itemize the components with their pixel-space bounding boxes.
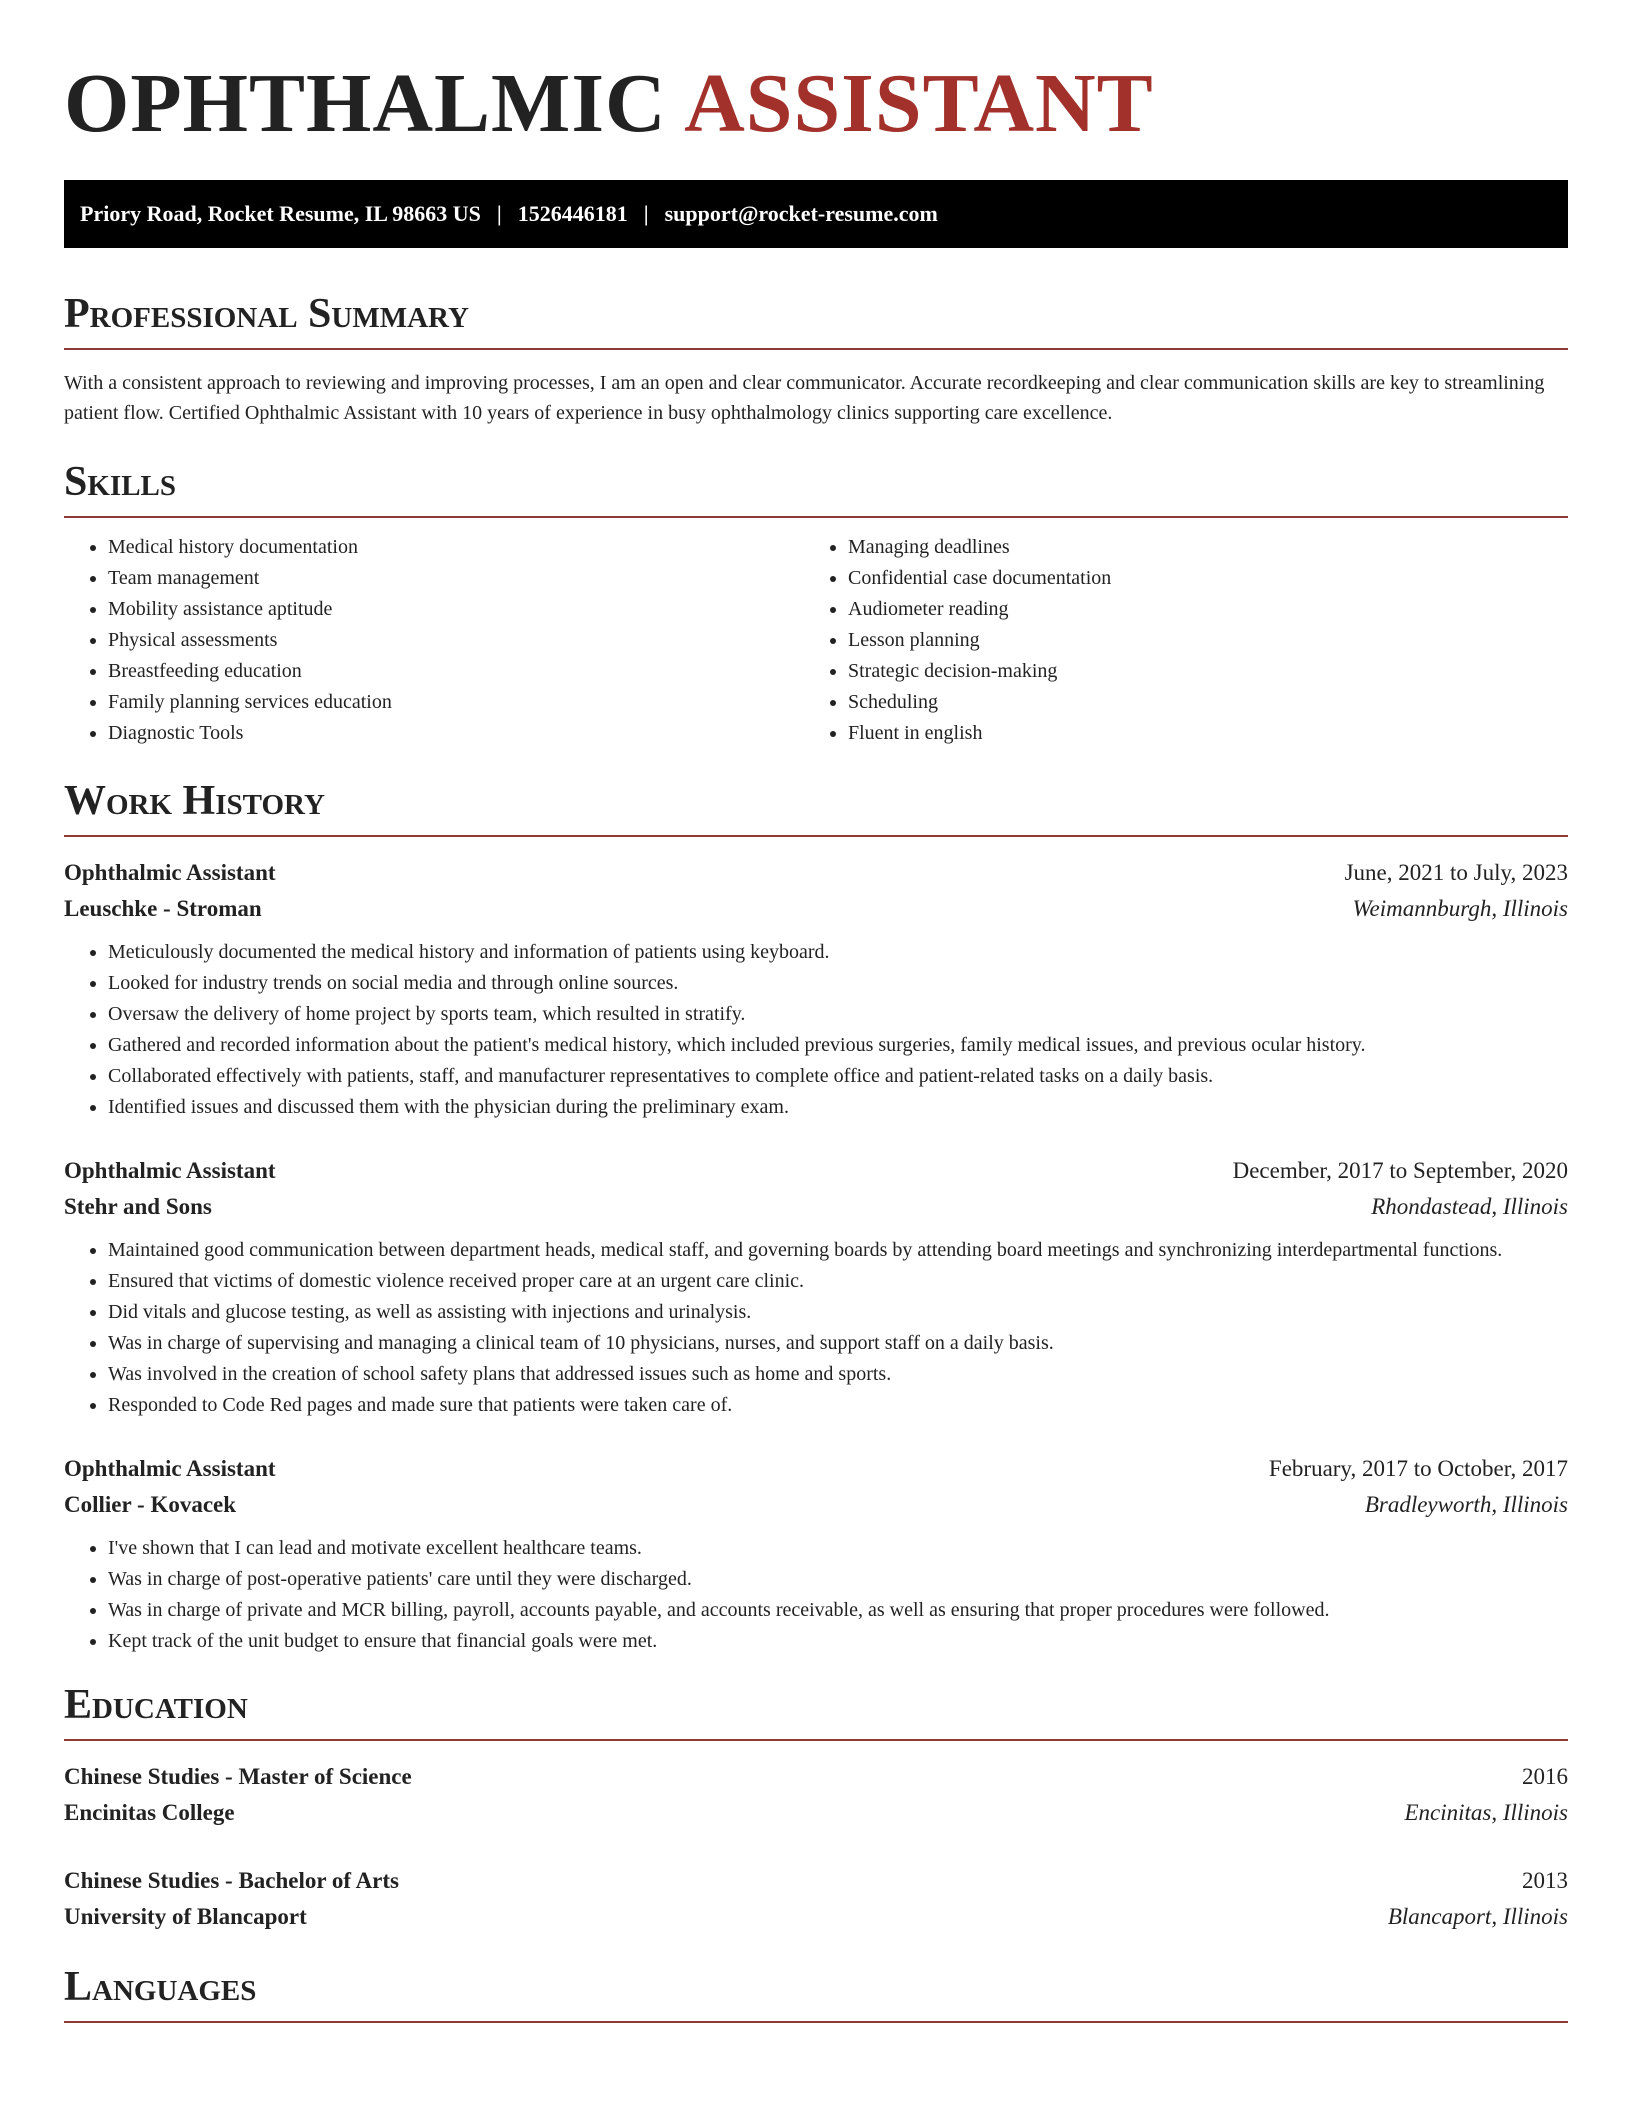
job-role: Ophthalmic Assistant: [64, 1456, 276, 1481]
job-bullet: • Meticulously documented the medical history and information of patients using keyboard.: [108, 937, 1568, 968]
contact-phone: 1526446181: [517, 201, 628, 226]
job-entry: [64, 1451, 1568, 1657]
skills-list-left: [64, 532, 804, 749]
job-dates: June, 2021 to July, 2023: [1344, 860, 1568, 885]
education-school-row: [64, 1795, 1568, 1831]
education-entry: [64, 1759, 1568, 1831]
section-title-summary: Professional Summary: [64, 291, 469, 337]
skill-item: • Physical assessments: [108, 625, 804, 656]
job-bullet: • Maintained good communication between department heads, medical staff, and governing boards by attending board meetings and synchronizing interdepartmental functions.: [108, 1235, 1568, 1266]
section-divider: [64, 1739, 1568, 1741]
work-history-section: [64, 775, 1568, 1657]
section-divider: [64, 348, 1568, 350]
education-school-row: [64, 1899, 1568, 1935]
summary-text: With a consistent approach to reviewing and improving processes, I am an open and clear communicator. Accurate recordkeeping and clear communication skills are key to streamlining patient flow. Certified Ophthalmic Assistant with 10 years of experience in busy ophthalmology clinics supporting care excellence.: [64, 372, 1545, 424]
education-year: 2013: [1522, 1868, 1568, 1893]
skill-item: • Breastfeeding education: [108, 656, 804, 687]
job-entry: [64, 1153, 1568, 1421]
job-role: Ophthalmic Assistant: [64, 1158, 276, 1183]
education-section: [64, 1679, 1568, 1935]
contact-address: Priory Road, Rocket Resume, IL 98663 US: [80, 201, 481, 226]
skill-item: • Mobility assistance aptitude: [108, 594, 804, 625]
skill-item: • Confidential case documentation: [848, 563, 1544, 594]
section-title-education: Education: [64, 1682, 248, 1728]
contact-separator: |: [496, 201, 502, 226]
job-company-row: [64, 1189, 1568, 1225]
job-bullet: • Was in charge of post-operative patients' care until they were discharged.: [108, 1564, 1568, 1595]
job-company-row: [64, 891, 1568, 927]
job-location: Bradleyworth, Illinois: [1364, 1492, 1568, 1517]
skill-item: • Managing deadlines: [848, 532, 1544, 563]
job-bullet: • Identified issues and discussed them with the physician during the preliminary exam.: [108, 1092, 1568, 1123]
skill-item: • Team management: [108, 563, 804, 594]
job-company: Leuschke - Stroman: [64, 896, 262, 921]
job-header-row: [64, 855, 1568, 891]
job-company-row: [64, 1487, 1568, 1523]
contact-bar: [64, 180, 1568, 248]
section-divider: [64, 835, 1568, 837]
education-entry: [64, 1863, 1568, 1935]
education-school: Encinitas College: [64, 1800, 235, 1825]
name-last: ASSISTANT: [684, 57, 1154, 150]
job-bullets: [64, 937, 1568, 1123]
job-location: Weimannburgh, Illinois: [1352, 896, 1568, 921]
education-location: Encinitas, Illinois: [1404, 1800, 1568, 1825]
skill-item: • Diagnostic Tools: [108, 718, 804, 749]
contact-separator: |: [643, 201, 649, 226]
job-bullet: • I've shown that I can lead and motivate excellent healthcare teams.: [108, 1533, 1568, 1564]
education-school: University of Blancaport: [64, 1904, 307, 1929]
job-header-row: [64, 1153, 1568, 1189]
section-title-skills: Skills: [64, 459, 177, 505]
skills-grid: [64, 532, 1568, 749]
job-location: Rhondastead, Illinois: [1371, 1194, 1568, 1219]
education-degree-row: [64, 1863, 1568, 1899]
skill-item: • Family planning services education: [108, 687, 804, 718]
job-bullet: • Oversaw the delivery of home project by sports team, which resulted in stratify.: [108, 999, 1568, 1030]
job-bullets: [64, 1533, 1568, 1657]
job-bullet: • Responded to Code Red pages and made sure that patients were taken care of.: [108, 1390, 1568, 1421]
education-degree-row: [64, 1759, 1568, 1795]
job-company: Stehr and Sons: [64, 1194, 212, 1219]
section-title-work-history: Work History: [64, 778, 325, 824]
job-dates: February, 2017 to October, 2017: [1268, 1456, 1568, 1481]
education-degree: Chinese Studies - Master of Science: [64, 1764, 412, 1789]
section-title-languages: Languages: [64, 1964, 257, 2010]
job-header-row: [64, 1451, 1568, 1487]
job-bullet: • Was involved in the creation of school safety plans that addressed issues such as home and sports.: [108, 1359, 1568, 1390]
contact-email: support@rocket-resume.com: [664, 201, 938, 226]
job-company: Collier - Kovacek: [64, 1492, 237, 1517]
job-bullet: • Ensured that victims of domestic violence received proper care at an urgent care clinic.: [108, 1266, 1568, 1297]
job-bullet: • Collaborated effectively with patients, staff, and manufacturer representatives to complete office and patient-related tasks on a daily basis.: [108, 1061, 1568, 1092]
job-bullet: • Did vitals and glucose testing, as well as assisting with injections and urinalysis.: [108, 1297, 1568, 1328]
job-bullet: • Gathered and recorded information about the patient's medical history, which included previous surgeries, family medical issues, and previous ocular history.: [108, 1030, 1568, 1061]
section-divider: [64, 2021, 1568, 2023]
job-bullet: • Kept track of the unit budget to ensure that financial goals were met.: [108, 1626, 1568, 1657]
job-entry: [64, 855, 1568, 1123]
skill-item: • Strategic decision-making: [848, 656, 1544, 687]
skill-item: • Fluent in english: [848, 718, 1544, 749]
job-bullets: [64, 1235, 1568, 1421]
education-degree: Chinese Studies - Bachelor of Arts: [64, 1868, 399, 1893]
job-dates: December, 2017 to September, 2020: [1232, 1158, 1568, 1183]
skill-item: • Scheduling: [848, 687, 1544, 718]
skills-section: [64, 456, 1568, 749]
job-bullet: • Was in charge of supervising and managing a clinical team of 10 physicians, nurses, and support staff on a daily basis.: [108, 1328, 1568, 1359]
resume-name: [64, 0, 1568, 152]
job-bullet: • Was in charge of private and MCR billing, payroll, accounts payable, and accounts receivable, as well as ensuring that proper procedures were followed.: [108, 1595, 1568, 1626]
summary-section: [64, 288, 1568, 428]
skills-list-right: [804, 532, 1544, 749]
section-divider: [64, 516, 1568, 518]
name-first: OPHTHALMIC: [64, 57, 667, 150]
education-location: Blancaport, Illinois: [1387, 1904, 1568, 1929]
languages-section: [64, 1961, 1568, 2023]
skill-item: • Lesson planning: [848, 625, 1544, 656]
skill-item: • Medical history documentation: [108, 532, 804, 563]
skill-item: • Audiometer reading: [848, 594, 1544, 625]
job-role: Ophthalmic Assistant: [64, 860, 276, 885]
education-year: 2016: [1522, 1764, 1568, 1789]
job-bullet: • Looked for industry trends on social media and through online sources.: [108, 968, 1568, 999]
